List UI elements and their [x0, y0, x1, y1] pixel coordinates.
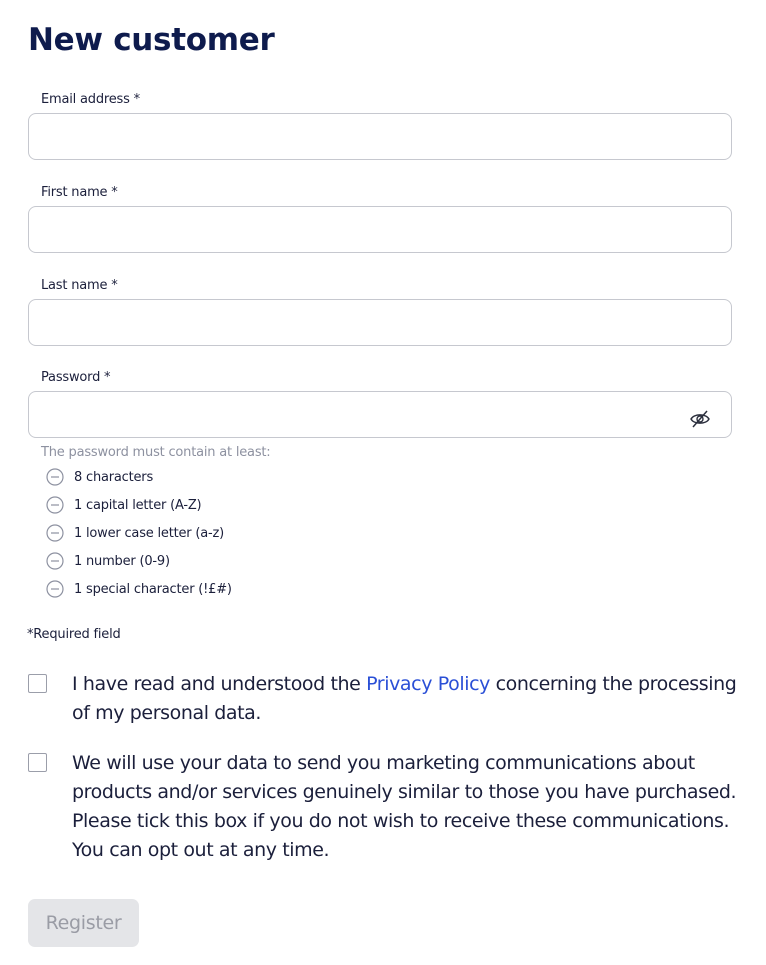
last-name-label: Last name * [41, 278, 118, 293]
marketing-consent-checkbox[interactable] [28, 753, 47, 772]
email-label: Email address * [41, 92, 140, 107]
marketing-consent-text: We will use your data to send you marketing communications about products and/or services genuinely similar to those you have purchased. Please tick this box if you do not wish to receive these communications. You can opt out at any time. [72, 752, 737, 861]
password-rule [41, 463, 270, 491]
password-rule-text: 1 number (0-9) [74, 553, 170, 569]
password-rule-text: 1 lower case letter (a-z) [74, 525, 224, 541]
privacy-consent [28, 670, 738, 728]
email-input[interactable] [28, 113, 732, 160]
minus-circle-icon [46, 580, 64, 598]
minus-circle-icon [46, 496, 64, 514]
register-button[interactable]: Register [28, 899, 139, 947]
password-rule-text: 8 characters [74, 469, 154, 485]
privacy-consent-text [72, 670, 738, 728]
password-rule [41, 575, 270, 603]
password-field-group [28, 370, 732, 438]
minus-circle-icon [46, 468, 64, 486]
password-rule [41, 519, 270, 547]
marketing-consent [28, 749, 738, 865]
email-field-group [28, 92, 732, 160]
minus-circle-icon [46, 524, 64, 542]
password-input[interactable] [28, 391, 732, 438]
password-rule-text: 1 special character (!£#) [74, 581, 232, 597]
last-name-input[interactable] [28, 299, 732, 346]
privacy-text-before: I have read and understood the [72, 673, 367, 695]
first-name-label: First name * [41, 185, 118, 200]
privacy-text-after: concerning the processing of my personal data. [72, 673, 737, 724]
last-name-field-group [28, 278, 732, 346]
password-requirements-intro: The password must contain at least: [41, 445, 271, 460]
password-rule-text: 1 capital letter (A-Z) [74, 497, 202, 513]
eye-slash-icon[interactable] [688, 408, 712, 430]
password-label: Password * [41, 370, 111, 385]
password-input-wrapper [28, 391, 732, 438]
privacy-policy-link[interactable]: Privacy Policy [366, 673, 490, 695]
privacy-consent-checkbox[interactable] [28, 674, 47, 693]
minus-circle-icon [46, 552, 64, 570]
required-field-note: *Required field [27, 627, 121, 642]
password-rule [41, 547, 270, 575]
first-name-field-group [28, 185, 732, 253]
first-name-input[interactable] [28, 206, 732, 253]
page-title: New customer [28, 22, 275, 58]
password-rule [41, 491, 270, 519]
password-requirements [41, 445, 270, 603]
